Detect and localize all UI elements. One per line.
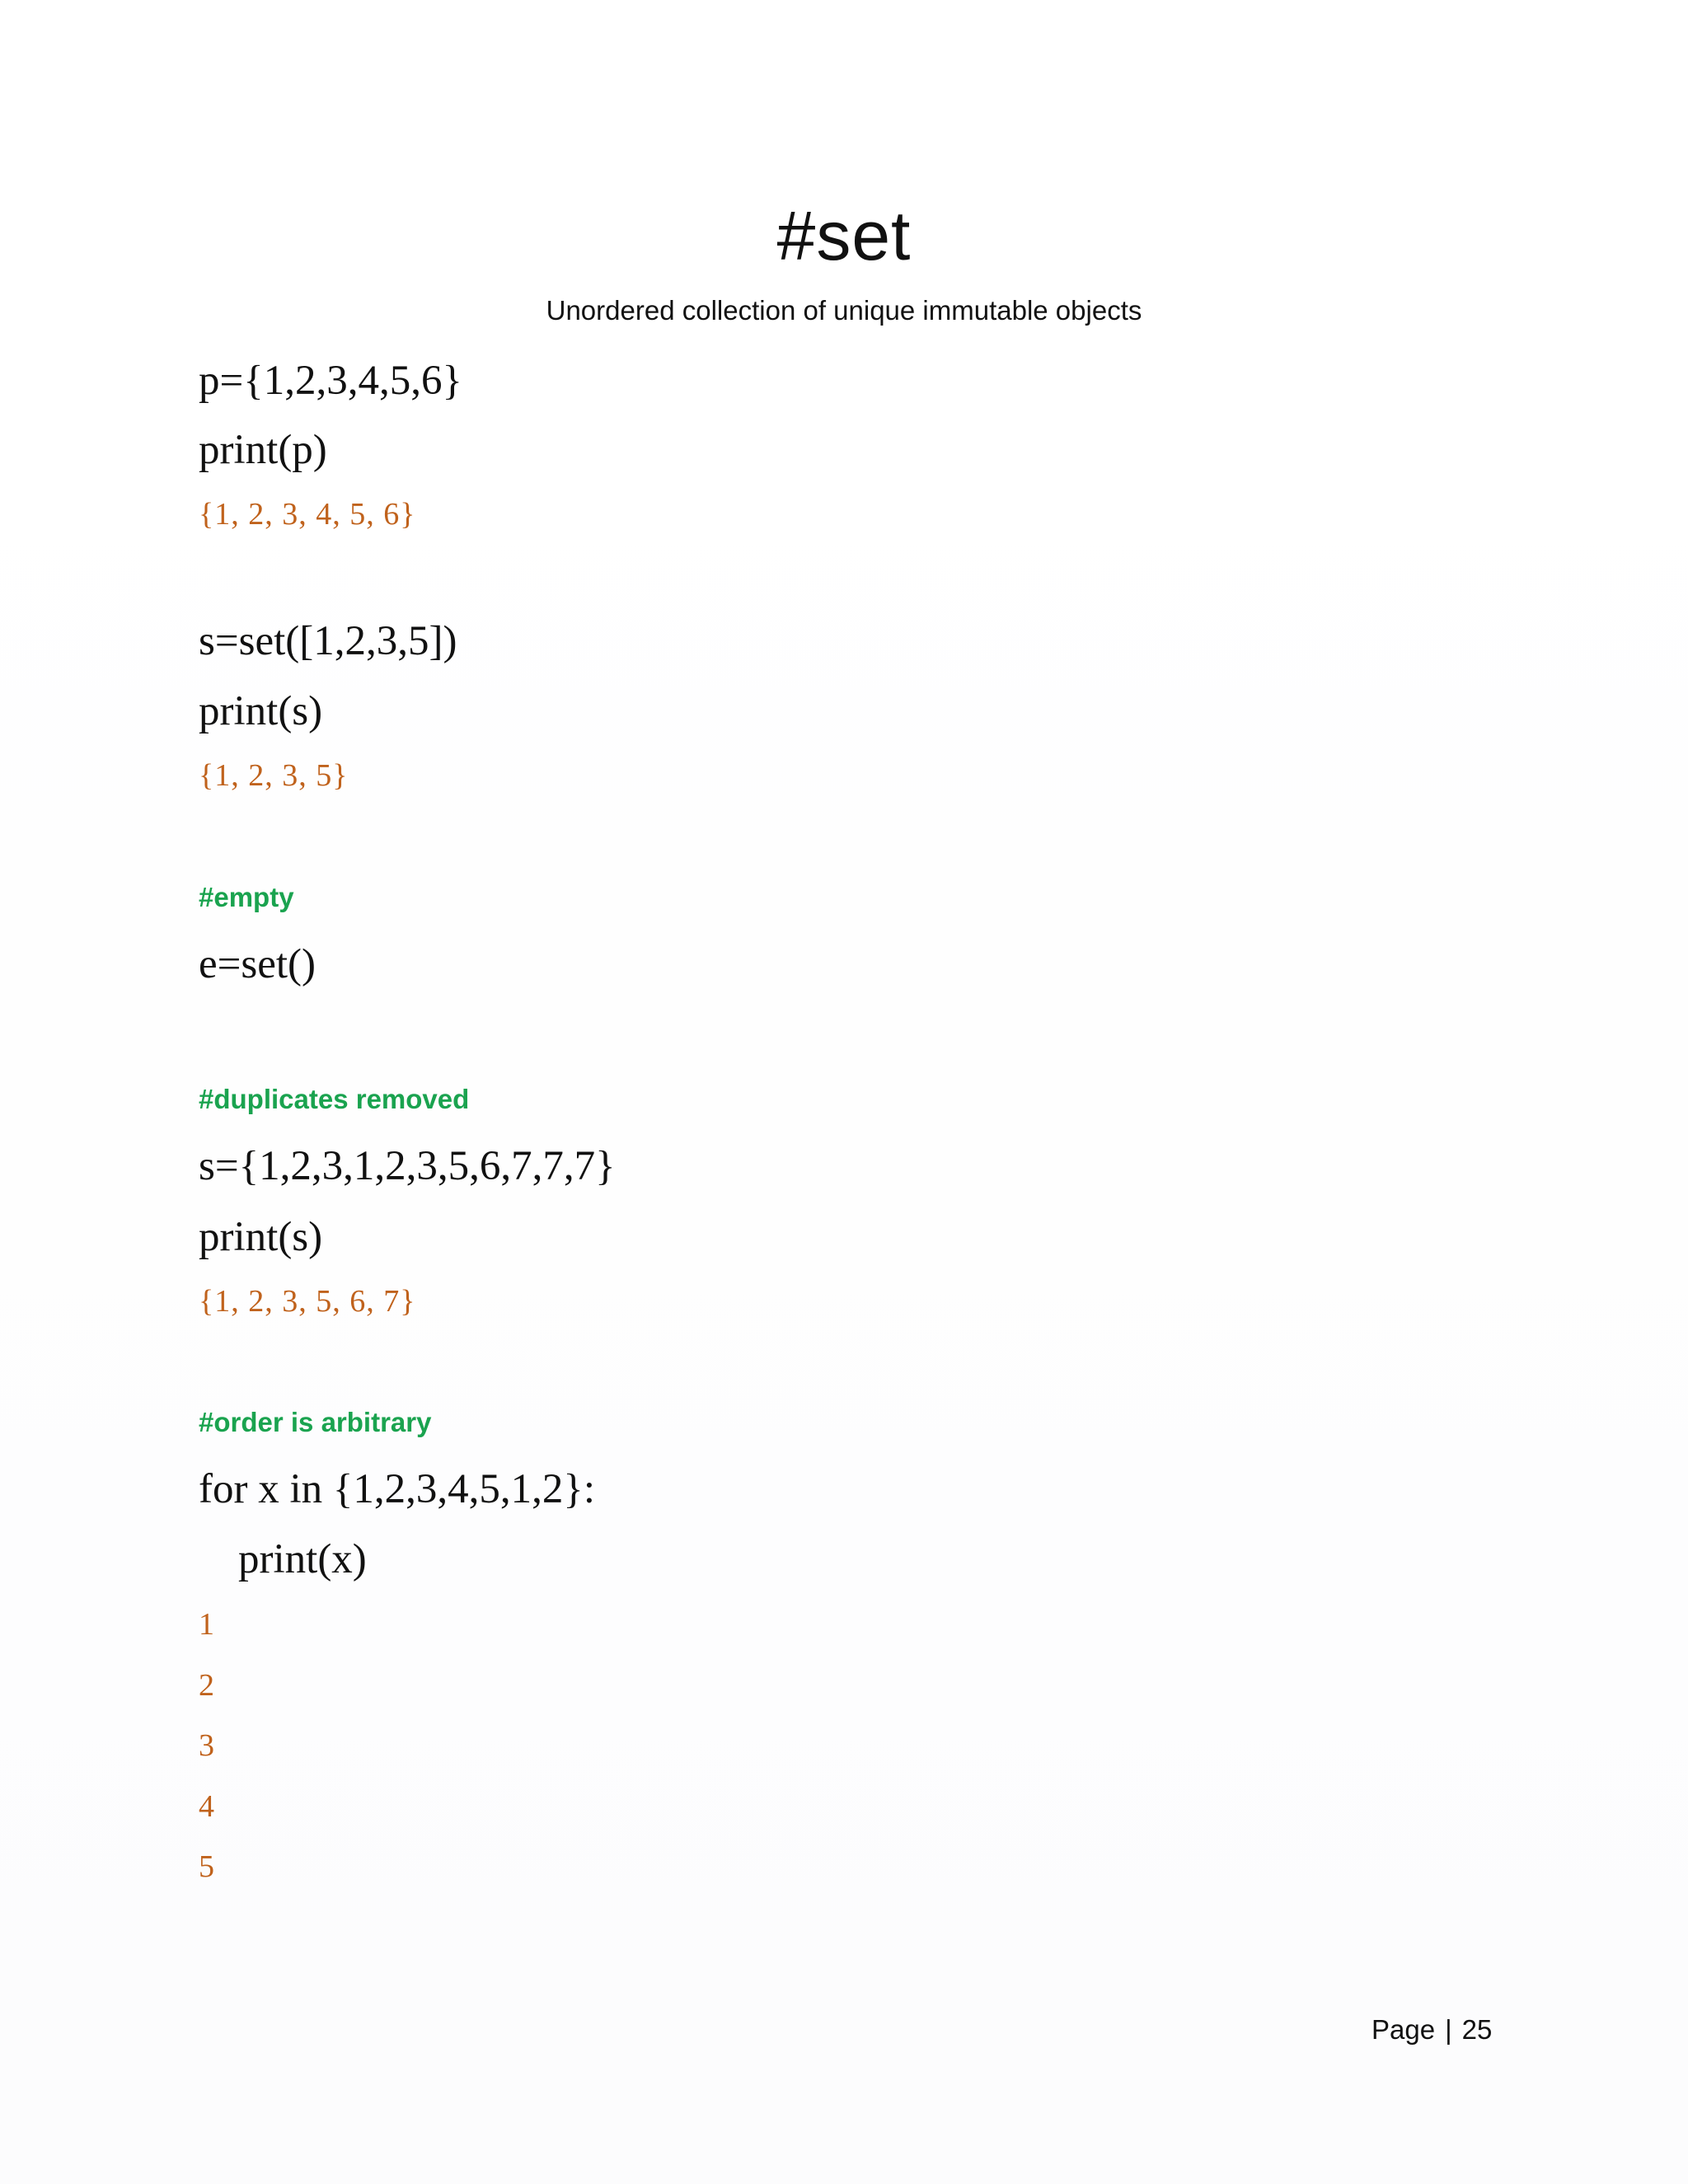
output-line-2: 2 [199, 1668, 215, 1703]
output-line-1: 1 [199, 1607, 215, 1642]
code-line-set-literal: p={1,2,3,4,5,6} [199, 358, 462, 404]
output-line-3: 3 [199, 1728, 215, 1763]
code-line-print-s: print(s) [199, 688, 323, 734]
page-subtitle: Unordered collection of unique immutable objects [546, 295, 1142, 326]
code-line-print-s-dedup: print(s) [199, 1214, 323, 1260]
code-line-print-x: print(x) [238, 1536, 367, 1582]
page-footer [1372, 2016, 1492, 2043]
output-line-set-p: {1, 2, 3, 4, 5, 6} [199, 497, 416, 532]
code-line-empty-set: e=set() [199, 941, 316, 987]
output-line-5: 5 [199, 1849, 215, 1884]
output-line-dedup: {1, 2, 3, 5, 6, 7} [199, 1284, 416, 1319]
comment-order-arbitrary: #order is arbitrary [199, 1407, 432, 1437]
code-line-set-constructor: s=set([1,2,3,5]) [199, 618, 457, 664]
page-separator: | [1445, 2014, 1452, 2045]
output-line-set-s: {1, 2, 3, 5} [199, 758, 349, 793]
comment-empty: #empty [199, 882, 294, 912]
code-line-print-p: print(p) [199, 427, 327, 473]
output-line-4: 4 [199, 1789, 215, 1824]
code-line-duplicates-set: s={1,2,3,1,2,3,5,6,7,7,7} [199, 1143, 616, 1189]
page-number: 25 [1461, 2014, 1493, 2045]
code-line-for-loop: for x in {1,2,3,4,5,1,2}: [199, 1466, 596, 1512]
page-title: #set [776, 197, 912, 274]
comment-duplicates-removed: #duplicates removed [199, 1084, 470, 1114]
page-label: Page [1372, 2014, 1436, 2045]
